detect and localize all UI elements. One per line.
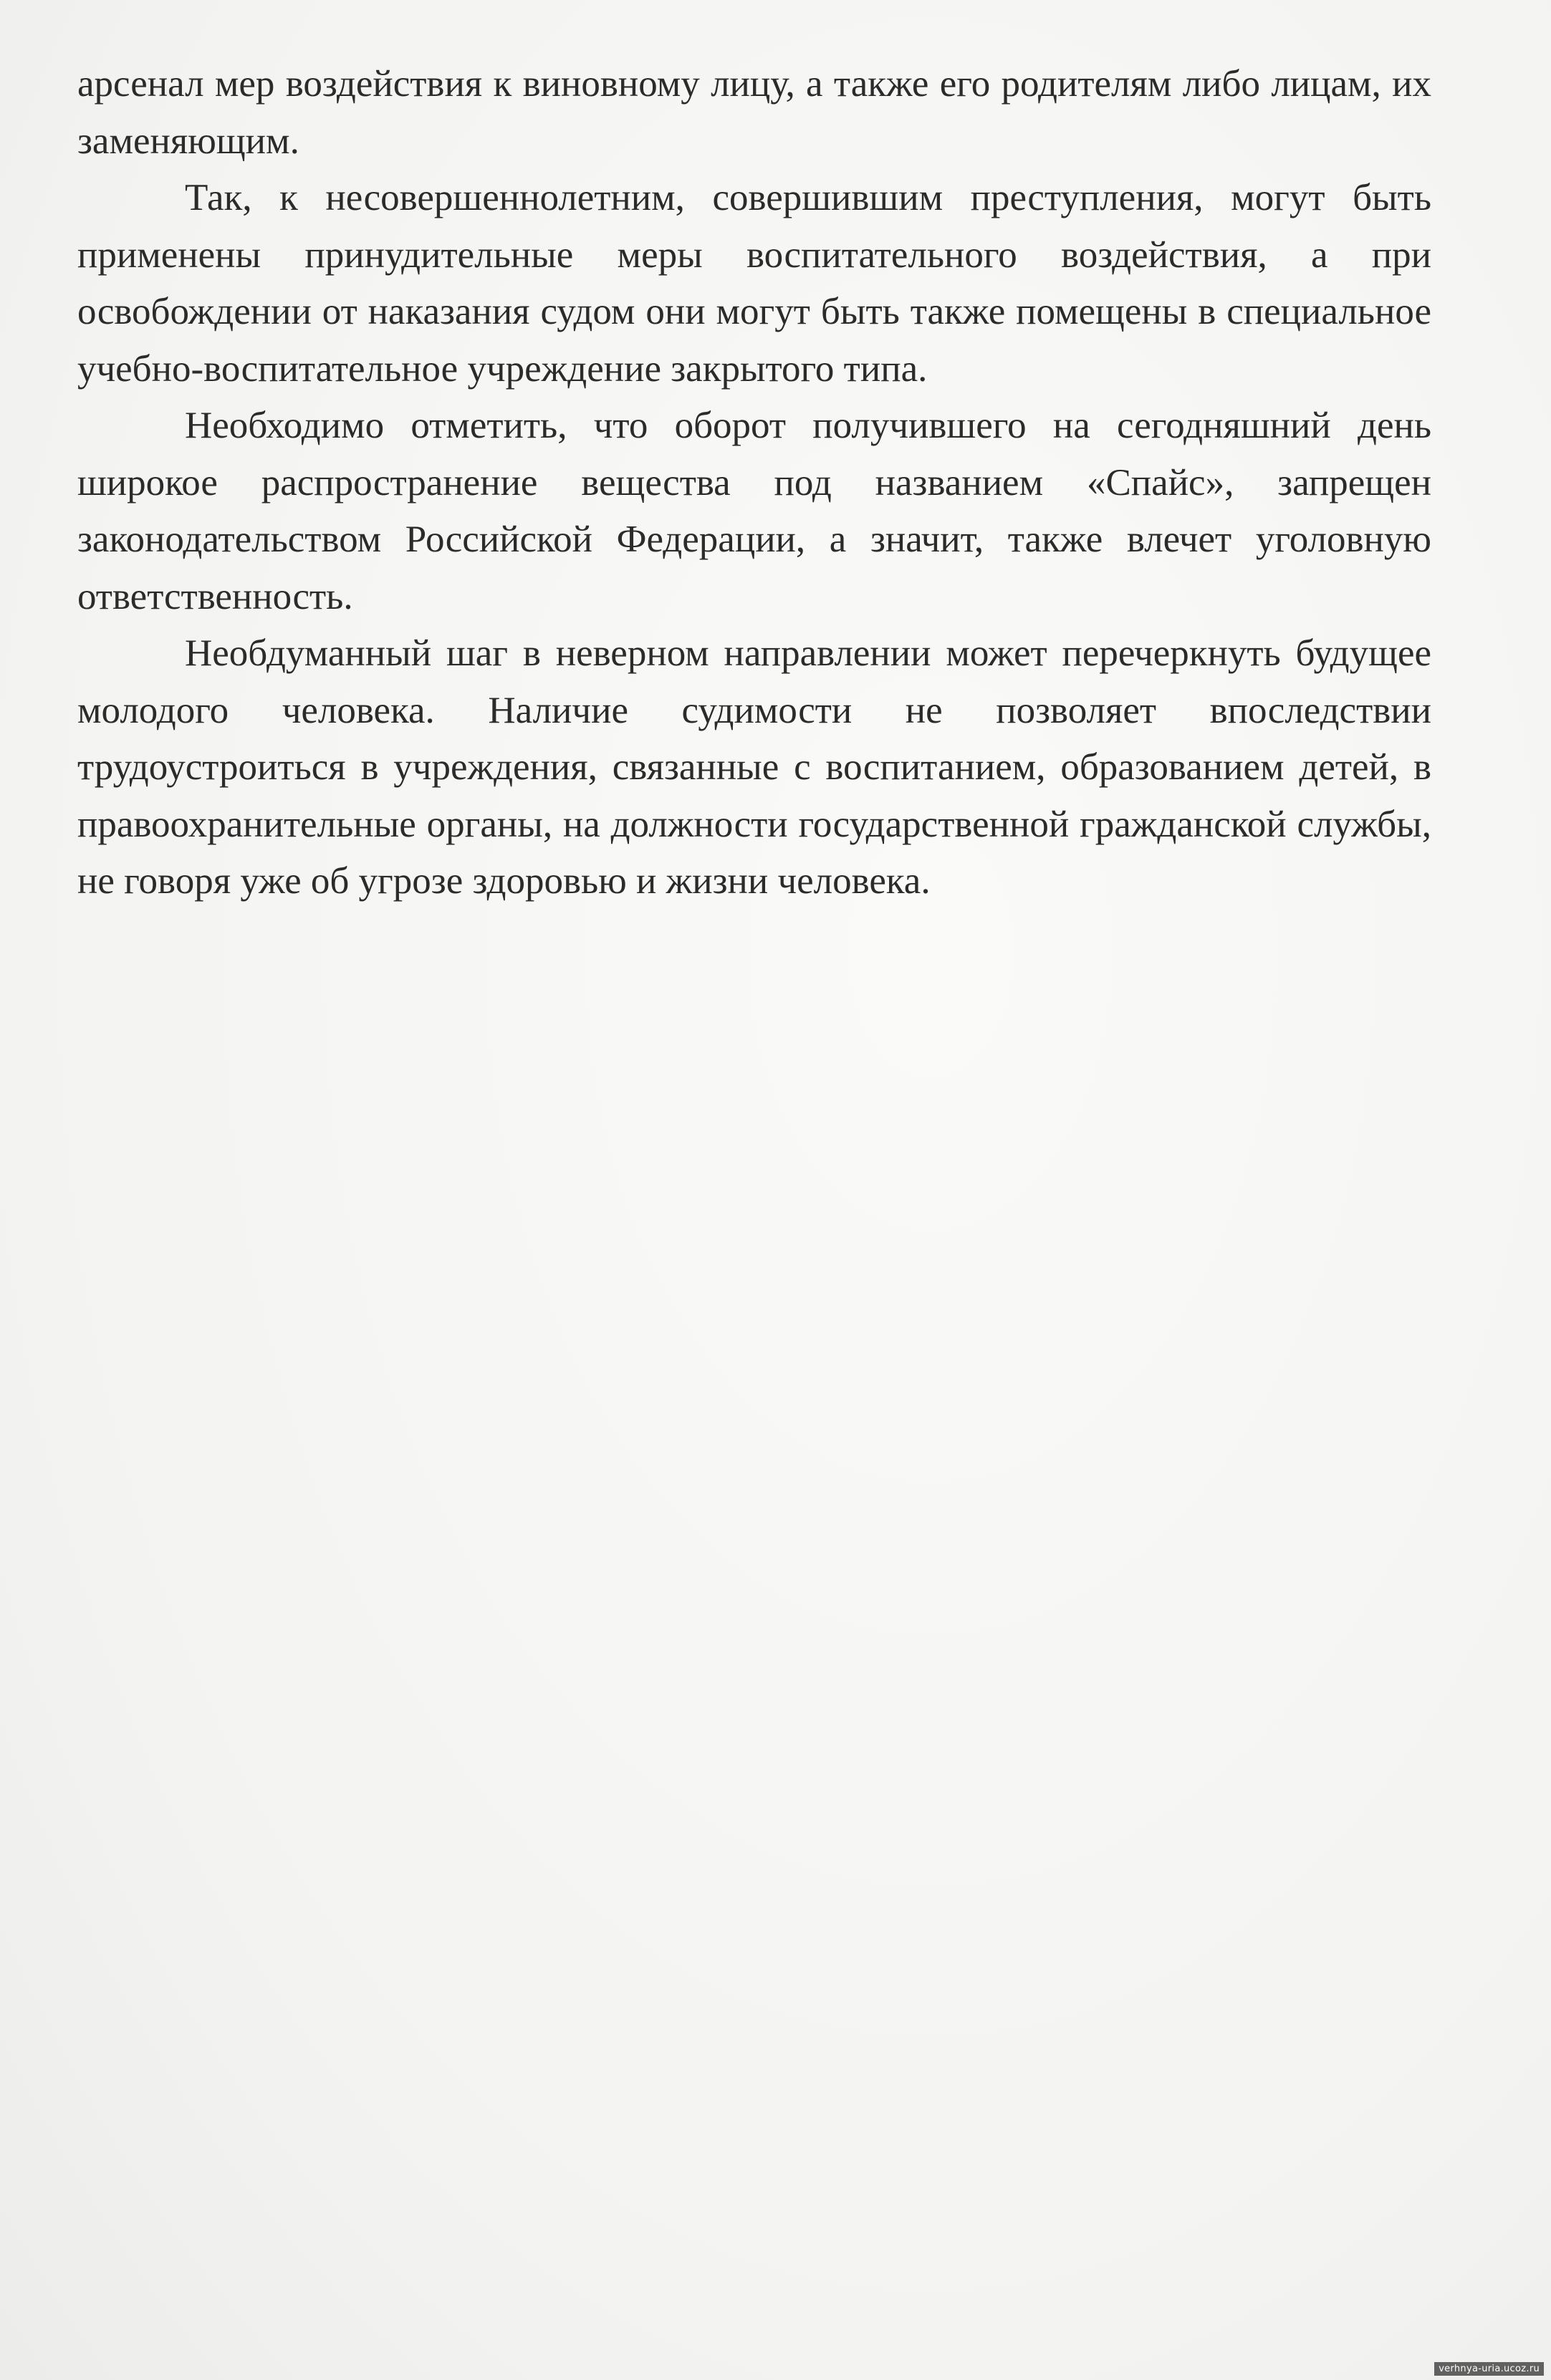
site-watermark: verhnya-uria.ucoz.ru xyxy=(1434,2362,1544,2376)
paragraph-consequences: Необдуманный шаг в неверном направлении может перечеркнуть будущее молодого человека. Наличие судимости не позволяет впоследствии трудоустроиться в учреждения, связанные с воспитанием, образованием детей, в правоохранительные органы, на должности государственной гражданской службы, не говоря уже об угрозе здоровью и жизни человека. xyxy=(77,632,1431,902)
paragraph-measures: Так, к несовершеннолетним, совершившим преступления, могут быть применены принудительные меры воспитательного воздействия, а при освобождении от наказания судом они могут быть также помещены в специальное учебно-воспитательное учреждение закрытого типа. xyxy=(77,177,1431,390)
paragraph-spice: Необходимо отметить, что оборот получившего на сегодняшний день широкое распространение вещества под названием «Спайс», запрещен законодательством Российской Федерации, а значит, также влечет уголовную ответственность. xyxy=(77,405,1431,617)
document-body xyxy=(77,56,1431,910)
paragraph-continuation: арсенал мер воздействия к виновному лицу, а также его родителям либо лицам, их заменяющим. xyxy=(77,63,1431,162)
